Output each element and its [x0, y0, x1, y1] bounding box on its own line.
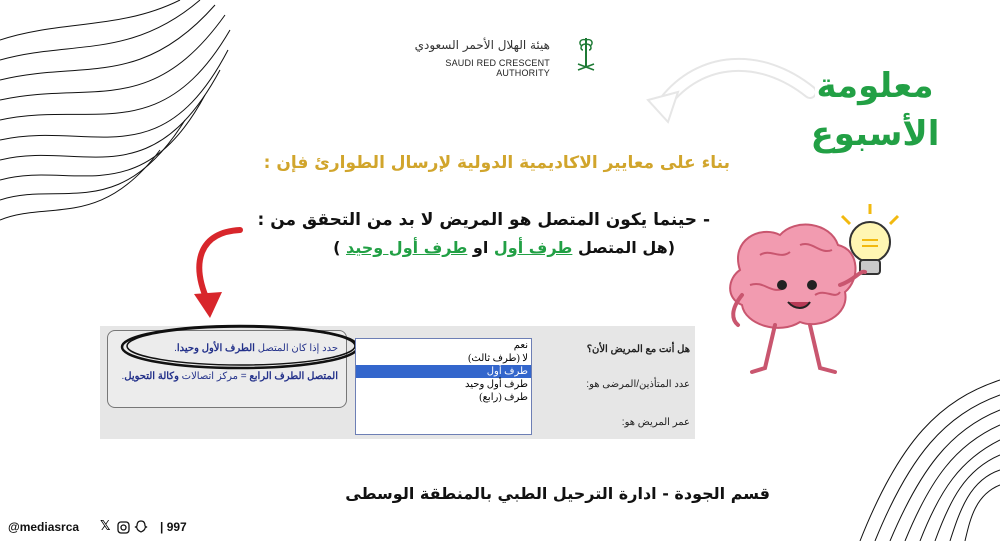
tip-line2-bold2: وكالة التحويل — [124, 371, 179, 382]
headline — [800, 62, 950, 158]
highlight-oval — [118, 322, 363, 372]
field-affected-count-label: عدد المتأذين/المرضى هو: — [586, 379, 690, 390]
question-close: ) — [333, 238, 346, 257]
option-third-party[interactable]: لا (طرف ثالث) — [468, 353, 528, 364]
tip-line2-end: . — [121, 371, 125, 382]
page-number: | 997 — [160, 520, 187, 534]
instagram-icon — [117, 521, 130, 534]
tip-line1-prefix: حدد إذا كان المتصل — [254, 343, 338, 354]
caller-type-listbox[interactable] — [355, 338, 532, 435]
headline-line1: معلومة — [816, 66, 934, 106]
option-first-party[interactable]: طرف أول — [356, 365, 531, 378]
logo-english-text: SAUDI RED CRESCENT AUTHORITY — [445, 58, 550, 78]
option-first-party-alone[interactable]: طرف أول وحيد — [465, 379, 528, 390]
first-only-link: طرف أول وحيد — [345, 238, 468, 257]
brain-mascot-icon — [720, 200, 900, 390]
tip-line2-mid: = مركز اتصالات — [178, 371, 250, 382]
tip-line1-bold: الطرف الأول وحيدا — [176, 343, 255, 354]
curved-arrow-icon — [640, 52, 815, 142]
option-fourth-party[interactable]: طرف (رابع) — [479, 392, 528, 403]
wave-lines-top-left — [0, 0, 240, 240]
logo-arabic-text: هيئة الهلال الأحمر السعودي — [414, 38, 550, 52]
question-text — [230, 238, 675, 257]
headline-line2: الأسبوع — [810, 114, 940, 154]
social-handle: @mediasrca — [8, 520, 80, 534]
crescent-logo-icon — [558, 26, 610, 82]
tip-line2 — [116, 370, 338, 384]
tip-line2-bold1: المتصل الطرف الرابع — [249, 371, 338, 382]
question-or: او — [467, 238, 494, 257]
field-with-patient-label: هل أنت مع المريض الأن؟ — [586, 344, 690, 355]
snapchat-icon — [134, 520, 148, 534]
bullet-text: - حينما يكون المتصل هو المريض لا بد من التحقق من : — [257, 210, 710, 230]
field-patient-age-label: عمر المريض هو: — [621, 417, 690, 428]
tip-line1-suffix: . — [174, 343, 177, 354]
x-icon: 𝕏 — [100, 519, 111, 534]
question-open: (هل المتصل — [572, 238, 675, 257]
footer-department: قسم الجودة - ادارة الترحيل الطبي بالمنطقة الوسطى — [345, 484, 770, 503]
first-party-link: طرف أول — [493, 238, 573, 257]
red-arrow-icon — [180, 222, 250, 322]
subtitle: بناء على معايير الاكاديمية الدولية لإرسال الطوارئ فإن : — [263, 153, 730, 173]
option-yes[interactable]: نعم — [513, 340, 528, 351]
